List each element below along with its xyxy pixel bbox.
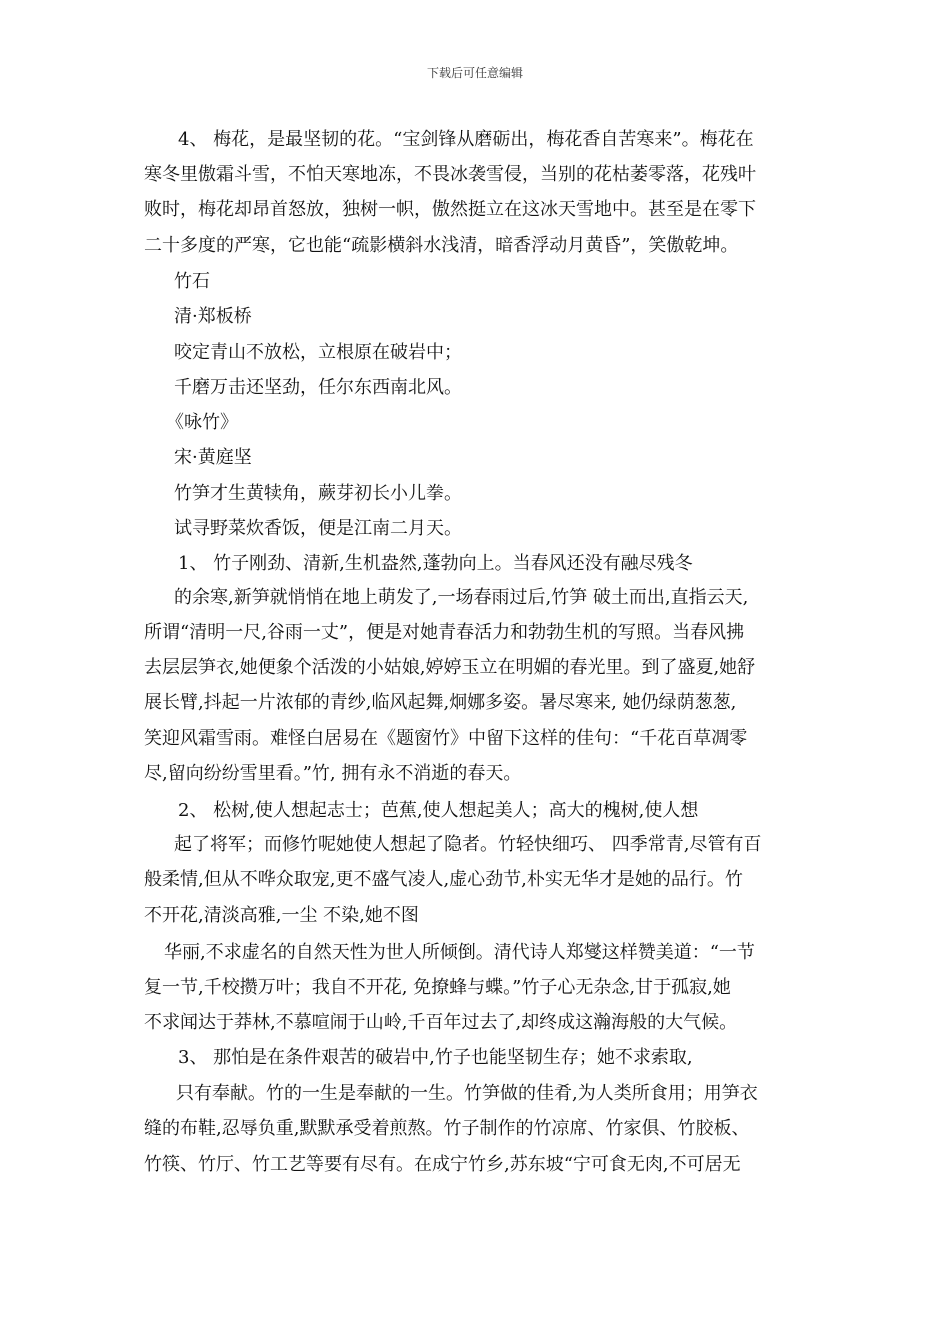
text-line: 起了将军；而修竹呢她使人想起了隐者。竹轻快细巧、 四季常青,尽管有百 [174,834,762,855]
text-line: 4、 梅花，是最坚韧的花。“宝剑锋从磨砺出，梅花香自苦寒来”。梅花在 [178,129,754,150]
page-header: 下载后可任意编辑 [426,66,523,80]
text-line: 2、 松树,使人想起志士；芭蕉,使人想起美人；高大的槐树,使人想 [178,800,699,821]
text-line: 复一节,千校攒万叶；我自不开花, 免撩蜂与蝶。”竹子心无杂念,甘于孤寂,她 [144,977,731,998]
text-line: 咬定青山不放松，立根原在破岩中； [174,342,462,363]
text-line: 《咏竹》 [166,412,238,433]
text-line: 竹石 [174,271,210,292]
text-line: 展长臂,抖起一片浓郁的青纱,临风起舞,炯娜多姿。暑尽寒来, 她仍绿荫葱葱, [144,692,737,713]
text-line: 般柔情,但从不哗众取宠,更不盛气凌人,虚心劲节,朴实无华才是她的品行。竹 [144,869,743,890]
text-line: 缝的布鞋,忍辱负重,默默承受着煎熬。竹子制作的竹凉席、竹家俱、竹胶板、 [144,1118,750,1139]
text-line: 千磨万击还坚劲，任尔东西南北风。 [174,377,462,398]
text-line: 竹笋才生黄犊角，蕨芽初长小儿拳。 [174,483,462,504]
text-line: 不求闻达于莽林,不慕喧闹于山岭,千百年过去了,却终成这瀚海般的大气候。 [144,1012,738,1033]
text-line: 试寻野菜炊香饭，便是江南二月天。 [174,518,462,539]
text-line: 宋·黄庭坚 [174,447,252,468]
text-line: 败时，梅花却昂首怒放，独树一帜，傲然挺立在这冰天雪地中。甚至是在零下 [144,199,756,220]
text-line: 华丽,不求虚名的自然天性为世人所倾倒。清代诗人郑燮这样赞美道：“一节 [164,942,755,963]
text-line: 清·郑板桥 [174,306,252,327]
text-line: 3、 那怕是在条件艰苦的破岩中,竹子也能坚韧生存；她不求索取, [178,1047,693,1068]
text-line: 竹筷、竹厅、竹工艺等要有尽有。在成宁竹乡,苏东坡“宁可食无肉,不可居无 [144,1154,741,1175]
text-line: 笑迎风霜雪雨。难怪白居易在《题窗竹》中留下这样的佳句：“千花百草凋零 [144,728,748,749]
text-line: 只有奉献。竹的一生是奉献的一生。竹笋做的佳肴,为人类所食用；用笋衣 [176,1083,758,1104]
text-line: 所谓“清明一尺,谷雨一丈”，便是对她青春活力和勃勃生机的写照。当春风拂 [144,622,745,643]
text-line: 1、 竹子刚劲、清新,生机盎然,蓬勃向上。当春风还没有融尽残冬 [178,553,693,574]
text-line: 去层层笋衣,她便象个活泼的小姑娘,婷婷玉立在明媚的春光里。到了盛夏,她舒 [144,657,756,678]
text-line: 的余寒,新笋就悄悄在地上萌发了,一场春雨过后,竹笋 破土而出,直指云天, [174,587,749,608]
text-line: 尽,留向纷纷雪里看。”竹, 拥有永不消逝的春天。 [144,763,522,784]
text-line: 寒冬里傲霜斗雪，不怕天寒地冻，不畏冰袭雪侵，当别的花枯萎零落，花残叶 [144,164,756,185]
text-line: 不开花,清淡高雅,一尘 不染,她不图 [144,905,419,926]
text-line: 二十多度的严寒，它也能“疏影横斜水浅清，暗香浮动月黄昏”，笑傲乾坤。 [144,235,739,256]
